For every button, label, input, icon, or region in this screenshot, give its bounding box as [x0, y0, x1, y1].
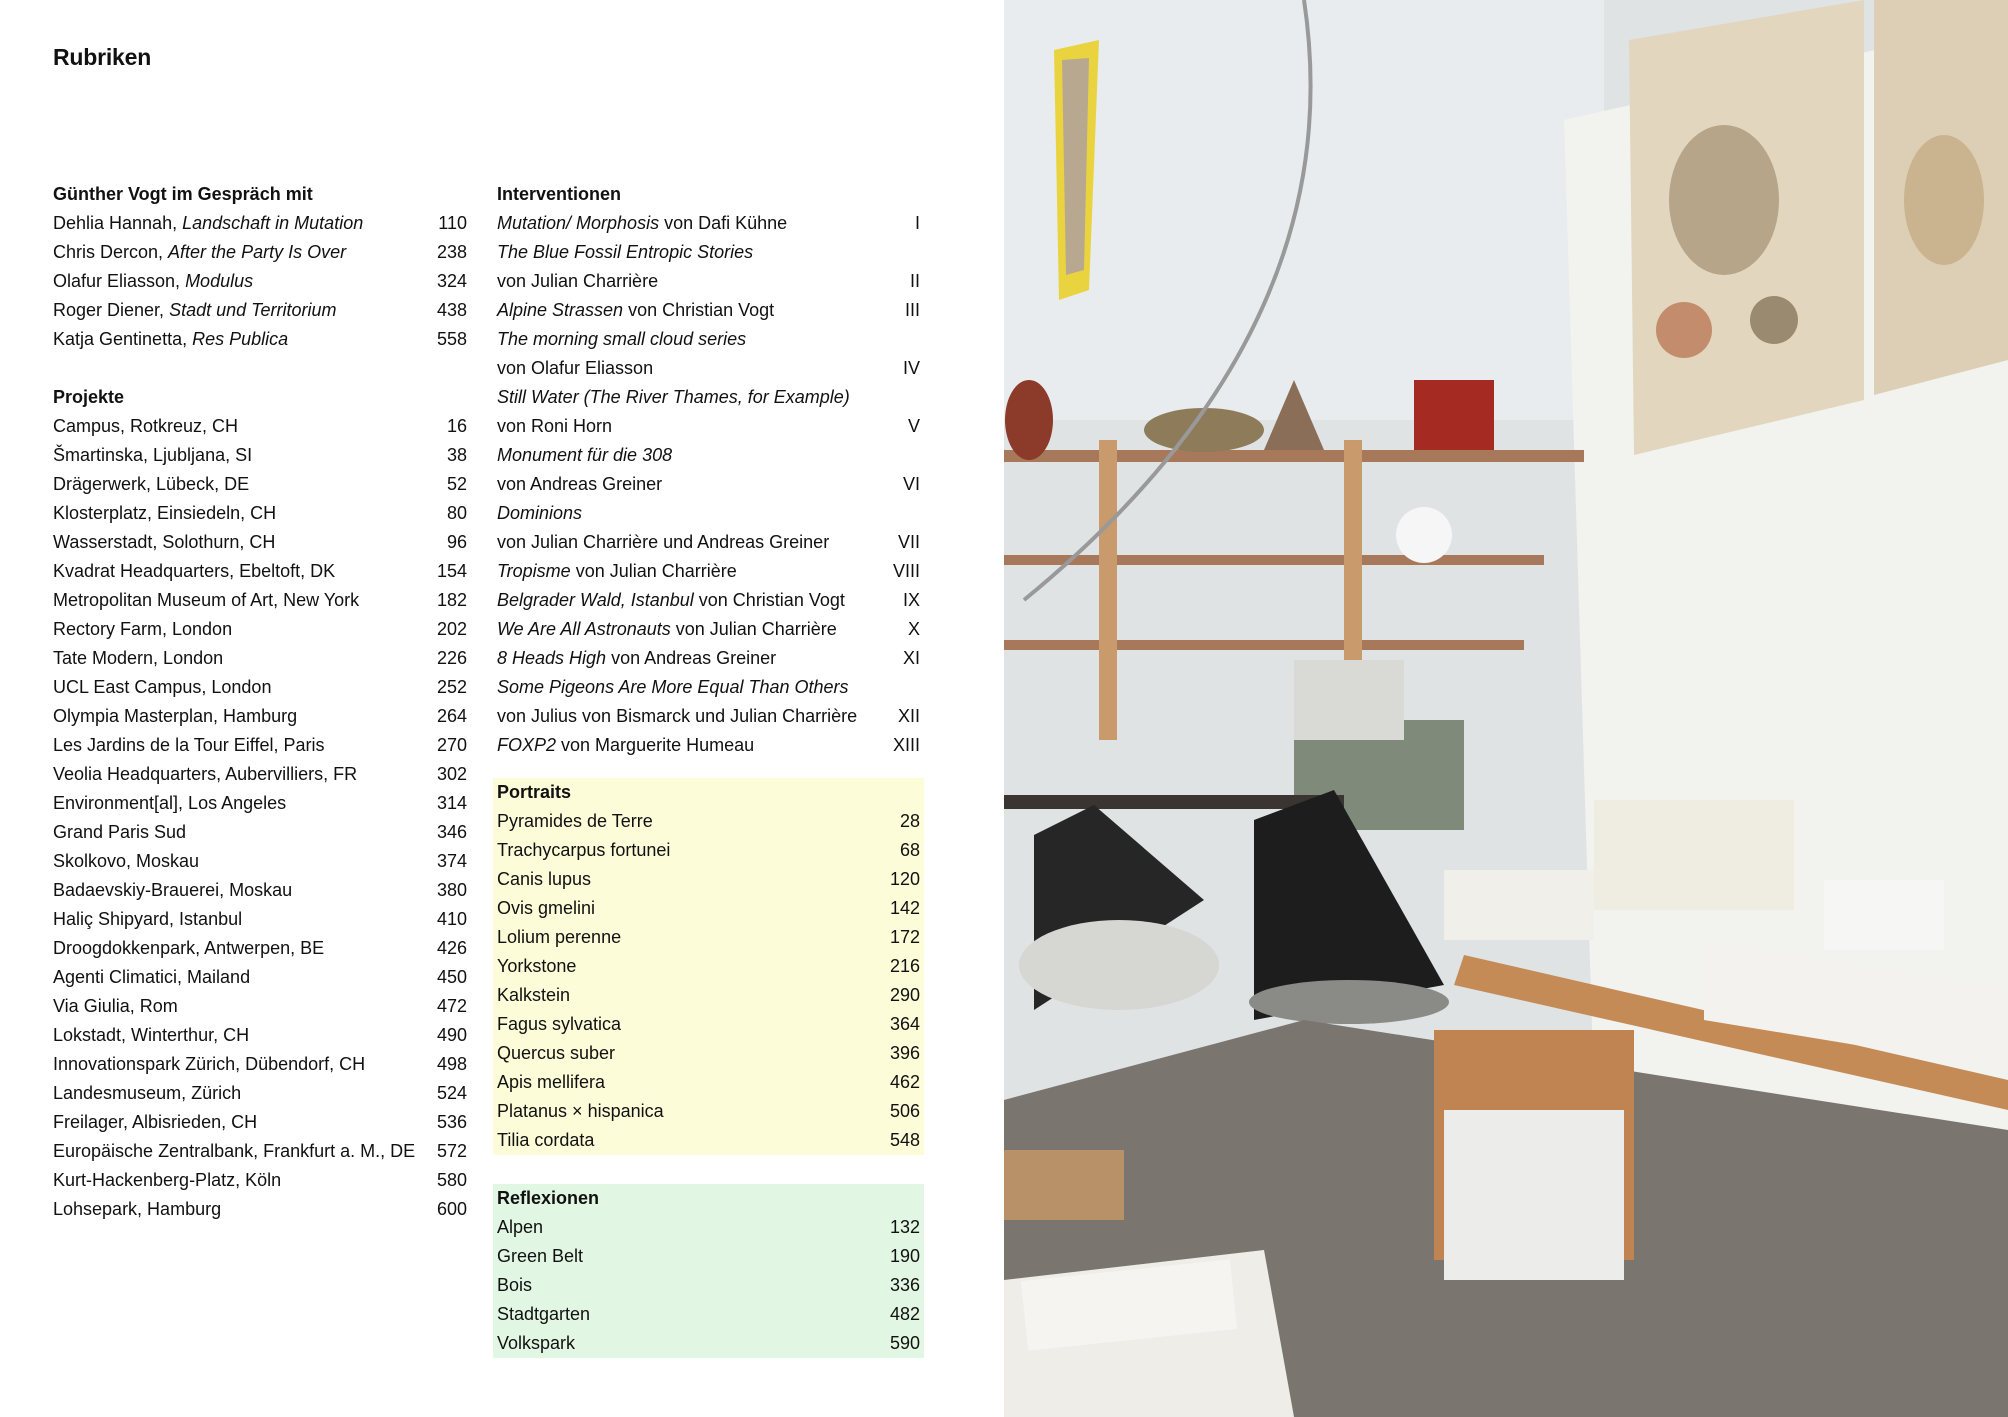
- entry-work: Res Publica: [192, 329, 289, 349]
- list-item: [53, 992, 467, 1021]
- entry-page: X: [907, 619, 920, 639]
- entry-page: VIII: [892, 561, 920, 581]
- entry-page: 216: [889, 956, 920, 976]
- entry-page: 590: [889, 1333, 920, 1353]
- list-item: [53, 702, 467, 731]
- list-item: [53, 267, 467, 296]
- entry-title: [53, 296, 427, 325]
- entry-page: 302: [436, 764, 467, 784]
- entry-work: Dominions: [497, 503, 583, 523]
- entry-page: XIII: [892, 735, 920, 755]
- list-item: [497, 1068, 920, 1097]
- entry-page: 172: [889, 927, 920, 947]
- list-item: [497, 952, 920, 981]
- entry-title: Klosterplatz, Einsiedeln, CH: [53, 503, 277, 523]
- entry-page: 154: [436, 561, 467, 581]
- entry-work: The Blue Fossil Entropic Stories: [497, 242, 754, 262]
- entry-title: Skolkovo, Moskau: [53, 851, 200, 871]
- entry-page: 380: [436, 880, 467, 900]
- entry-title: [497, 296, 895, 325]
- entry-title: [497, 557, 883, 586]
- entry-page: 396: [889, 1043, 920, 1063]
- entry-title: Campus, Rotkreuz, CH: [53, 416, 239, 436]
- list-item: [497, 1242, 920, 1271]
- entry-page: 226: [436, 648, 467, 668]
- entry-artist: von Christian Vogt: [693, 590, 845, 610]
- entry-title: [53, 238, 427, 267]
- list-item: [53, 731, 467, 760]
- entry-artist: von Olafur Eliasson: [497, 358, 654, 378]
- list-item: [497, 673, 920, 731]
- entry-work: After the Party Is Over: [168, 242, 347, 262]
- list-item: [497, 1039, 920, 1068]
- entry-page: 506: [889, 1101, 920, 1121]
- entry-work: Some Pigeons Are More Equal Than Others: [497, 677, 849, 697]
- projekte-list: [53, 412, 467, 1224]
- entry-page: 314: [436, 793, 467, 813]
- entry-title: Environment[al], Los Angeles: [53, 793, 287, 813]
- entry-title: Lohsepark, Hamburg: [53, 1199, 222, 1219]
- entry-page: 252: [436, 677, 467, 697]
- entry-page: IV: [902, 358, 920, 378]
- entry-page: 142: [889, 898, 920, 918]
- list-item: [497, 894, 920, 923]
- entry-title: Landesmuseum, Zürich: [53, 1083, 242, 1103]
- entry-title: [53, 209, 428, 238]
- entry-page: 270: [436, 735, 467, 755]
- entry-title: Quercus suber: [497, 1043, 616, 1063]
- entry-work: We Are All Astronauts: [497, 619, 671, 639]
- entry-title: Bois: [497, 1275, 533, 1295]
- entry-title: Europäische Zentralbank, Frankfurt a. M., DE: [53, 1141, 416, 1161]
- entry-page: 524: [436, 1083, 467, 1103]
- entry-work: FOXP2: [497, 735, 557, 755]
- reflexionen-list: [497, 1213, 920, 1358]
- entry-title: UCL East Campus, London: [53, 677, 272, 697]
- list-item: [53, 1137, 467, 1166]
- list-item: [53, 644, 467, 673]
- list-item: [497, 1213, 920, 1242]
- list-item: [53, 499, 467, 528]
- entry-artist: von Dafi Kühne: [659, 213, 788, 233]
- entry-title: Apis mellifera: [497, 1072, 606, 1092]
- section-heading-interventionen: Interventionen: [497, 184, 622, 204]
- entry-page: 202: [436, 619, 467, 639]
- entry-title: Alpen: [497, 1217, 544, 1237]
- list-item: [53, 905, 467, 934]
- entry-page: 120: [889, 869, 920, 889]
- list-item: [497, 325, 920, 383]
- entry-artist: von Julian Charrière und Andreas Greiner: [497, 532, 830, 552]
- entry-title: Droogdokkenpark, Antwerpen, BE: [53, 938, 325, 958]
- entry-artist: von Roni Horn: [497, 416, 613, 436]
- entry-page: 346: [436, 822, 467, 842]
- entry-title: [497, 325, 893, 383]
- entry-title: [497, 383, 898, 441]
- entry-author: Dehlia Hannah,: [53, 213, 183, 233]
- toc-column-right: [497, 180, 920, 1358]
- list-item: [53, 963, 467, 992]
- entry-title: Ovis gmelini: [497, 898, 596, 918]
- list-item: [497, 238, 920, 296]
- entry-title: Freilager, Albisrieden, CH: [53, 1112, 258, 1132]
- entry-page: III: [904, 300, 920, 320]
- entry-title: Kurt-Hackenberg-Platz, Köln: [53, 1170, 282, 1190]
- entry-page: 364: [889, 1014, 920, 1034]
- entry-title: Kalkstein: [497, 985, 571, 1005]
- entry-page: 498: [436, 1054, 467, 1074]
- entry-work: Belgrader Wald, Istanbul: [497, 590, 694, 610]
- list-item: [497, 923, 920, 952]
- list-item: [497, 865, 920, 894]
- entry-title: [497, 586, 893, 615]
- entry-page: 28: [899, 811, 920, 831]
- entry-page: 410: [436, 909, 467, 929]
- entry-title: [53, 325, 427, 354]
- entry-title: Fagus sylvatica: [497, 1014, 622, 1034]
- entry-title: Metropolitan Museum of Art, New York: [53, 590, 360, 610]
- entry-page: 190: [889, 1246, 920, 1266]
- section-heading-gespraech: Günther Vogt im Gespräch mit: [53, 184, 313, 204]
- list-item: [497, 1010, 920, 1039]
- entry-author: Katja Gentinetta,: [53, 329, 193, 349]
- entry-title: Trachycarpus fortunei: [497, 840, 671, 860]
- list-item: [53, 1021, 467, 1050]
- entry-page: 336: [889, 1275, 920, 1295]
- entry-page: 548: [889, 1130, 920, 1150]
- entry-page: IX: [902, 590, 920, 610]
- entry-work: 8 Heads High: [497, 648, 607, 668]
- entry-artist: von Andreas Greiner: [497, 474, 663, 494]
- list-item: [497, 383, 920, 441]
- entry-title: [497, 644, 893, 673]
- entry-page: XII: [897, 706, 920, 726]
- entry-artist: von Julian Charrière: [497, 271, 659, 291]
- list-item: [53, 760, 467, 789]
- entry-title: Innovationspark Zürich, Dübendorf, CH: [53, 1054, 366, 1074]
- entry-page: 68: [899, 840, 920, 860]
- list-item: [497, 807, 920, 836]
- entry-title: Les Jardins de la Tour Eiffel, Paris: [53, 735, 325, 755]
- entry-title: Agenti Climatici, Mailand: [53, 967, 251, 987]
- entry-page: 96: [446, 532, 467, 552]
- list-item: [497, 586, 920, 615]
- entry-page: 110: [438, 213, 467, 233]
- entry-title: Lolium perenne: [497, 927, 622, 947]
- entry-artist: von Andreas Greiner: [606, 648, 777, 668]
- list-item: [53, 673, 467, 702]
- entry-artist: von Julian Charrière: [670, 619, 837, 639]
- entry-page: 426: [436, 938, 467, 958]
- list-item: [497, 1097, 920, 1126]
- list-item: [497, 296, 920, 325]
- entry-title: [497, 673, 888, 731]
- entry-page: XI: [902, 648, 920, 668]
- section-heading-portraits: Portraits: [497, 782, 572, 802]
- list-item: [53, 296, 467, 325]
- entry-title: Tilia cordata: [497, 1130, 595, 1150]
- list-item: [53, 1166, 467, 1195]
- list-item: [497, 1126, 920, 1155]
- entry-page: II: [909, 271, 920, 291]
- entry-work: Tropisme: [497, 561, 571, 581]
- photo-illustration: [1004, 0, 2008, 1417]
- entry-work: Stadt und Territorium: [169, 300, 337, 320]
- entry-page: 324: [436, 271, 467, 291]
- list-item: [497, 1300, 920, 1329]
- entry-page: 462: [889, 1072, 920, 1092]
- entry-title: Rectory Farm, London: [53, 619, 233, 639]
- entry-page: VII: [897, 532, 920, 552]
- section-heading-projekte: Projekte: [53, 387, 125, 407]
- list-item: [53, 1195, 467, 1224]
- entry-title: Canis lupus: [497, 869, 592, 889]
- reflexionen-box: [493, 1184, 924, 1358]
- entry-work: Alpine Strassen: [497, 300, 624, 320]
- entry-title: Drägerwerk, Lübeck, DE: [53, 474, 250, 494]
- entry-artist: von Christian Vogt: [623, 300, 775, 320]
- entry-page: VI: [902, 474, 920, 494]
- entry-page: I: [914, 213, 920, 233]
- entry-author: Chris Dercon,: [53, 242, 169, 262]
- page-title: Rubriken: [53, 44, 152, 70]
- list-item: [53, 412, 467, 441]
- list-item: [497, 209, 920, 238]
- list-item: [53, 441, 467, 470]
- entry-page: 132: [889, 1217, 920, 1237]
- entry-title: Olympia Masterplan, Hamburg: [53, 706, 298, 726]
- entry-page: 52: [446, 474, 467, 494]
- list-item: [53, 557, 467, 586]
- entry-page: 238: [436, 242, 467, 262]
- list-item: [497, 981, 920, 1010]
- entry-page: V: [907, 416, 920, 436]
- entry-artist: von Julian Charrière: [570, 561, 737, 581]
- portraits-box: [493, 778, 924, 1155]
- list-item: [53, 876, 467, 905]
- entry-page: 490: [436, 1025, 467, 1045]
- entry-title: Yorkstone: [497, 956, 577, 976]
- entry-title: Grand Paris Sud: [53, 822, 187, 842]
- entry-page: 600: [436, 1199, 467, 1219]
- entry-title: Lokstadt, Winterthur, CH: [53, 1025, 250, 1045]
- entry-title: Platanus × hispanica: [497, 1101, 664, 1121]
- entry-work: Modulus: [185, 271, 254, 291]
- toc-column-left: [53, 180, 467, 1224]
- entry-title: [497, 499, 888, 557]
- entry-title: [497, 731, 883, 760]
- entry-page: 290: [889, 985, 920, 1005]
- entry-title: Kvadrat Headquarters, Ebeltoft, DK: [53, 561, 336, 581]
- entry-artist: von Julius von Bismarck und Julian Charrière: [497, 706, 858, 726]
- gespraech-list: [53, 209, 467, 354]
- entry-page: 450: [436, 967, 467, 987]
- entry-work: Still Water (The River Thames, for Example): [497, 387, 850, 407]
- list-item: [53, 209, 467, 238]
- entry-page: 482: [889, 1304, 920, 1324]
- entry-title: [53, 267, 427, 296]
- entry-title: Green Belt: [497, 1246, 584, 1266]
- entry-page: 472: [436, 996, 467, 1016]
- entry-title: Haliç Shipyard, Istanbul: [53, 909, 243, 929]
- list-item: [497, 644, 920, 673]
- entry-title: Stadtgarten: [497, 1304, 591, 1324]
- entry-title: Volkspark: [497, 1333, 576, 1353]
- list-item: [53, 1108, 467, 1137]
- entry-title: Via Giulia, Rom: [53, 996, 178, 1016]
- entry-author: Olafur Eliasson,: [53, 271, 186, 291]
- entry-page: 374: [436, 851, 467, 871]
- list-item: [497, 441, 920, 499]
- list-item: [497, 1329, 920, 1358]
- entry-artist: von Marguerite Humeau: [556, 735, 755, 755]
- list-item: [497, 557, 920, 586]
- entry-title: Tate Modern, London: [53, 648, 224, 668]
- interventionen-list: [497, 209, 920, 760]
- entry-page: 580: [436, 1170, 467, 1190]
- list-item: [497, 499, 920, 557]
- list-item: [497, 615, 920, 644]
- entry-title: Badaevskiy-Brauerei, Moskau: [53, 880, 293, 900]
- entry-page: 264: [436, 706, 467, 726]
- list-item: [53, 528, 467, 557]
- list-item: [53, 789, 467, 818]
- entry-page: 558: [436, 329, 467, 349]
- entry-work: Monument für die 308: [497, 445, 673, 465]
- list-item: [53, 615, 467, 644]
- list-item: [53, 818, 467, 847]
- entry-title: Wasserstadt, Solothurn, CH: [53, 532, 276, 552]
- list-item: [53, 934, 467, 963]
- entry-page: 536: [436, 1112, 467, 1132]
- studio-interior-photo: [1004, 0, 2008, 1417]
- entry-title: [497, 209, 905, 238]
- entry-title: Šmartinska, Ljubljana, SI: [53, 445, 253, 465]
- list-item: [53, 470, 467, 499]
- list-item: [53, 325, 467, 354]
- list-item: [53, 586, 467, 615]
- entry-page: 182: [436, 590, 467, 610]
- entry-work: Mutation/ Morphosis: [497, 213, 660, 233]
- section-heading-reflexionen: Reflexionen: [497, 1188, 600, 1208]
- portraits-list: [497, 807, 920, 1155]
- entry-title: Pyramides de Terre: [497, 811, 653, 831]
- list-item: [53, 847, 467, 876]
- entry-title: [497, 441, 893, 499]
- entry-page: 438: [436, 300, 467, 320]
- list-item: [497, 1271, 920, 1300]
- list-item: [53, 1050, 467, 1079]
- entry-work: Landschaft in Mutation: [182, 213, 364, 233]
- entry-page: 572: [436, 1141, 467, 1161]
- entry-page: 80: [446, 503, 467, 523]
- list-item: [53, 1079, 467, 1108]
- entry-work: The morning small cloud series: [497, 329, 747, 349]
- list-item: [53, 238, 467, 267]
- list-item: [497, 731, 920, 760]
- entry-title: [497, 615, 898, 644]
- entry-author: Roger Diener,: [53, 300, 170, 320]
- entry-title: [497, 238, 900, 296]
- entry-page: 16: [446, 416, 467, 436]
- entry-title: Veolia Headquarters, Aubervilliers, FR: [53, 764, 358, 784]
- entry-page: 38: [446, 445, 467, 465]
- list-item: [497, 836, 920, 865]
